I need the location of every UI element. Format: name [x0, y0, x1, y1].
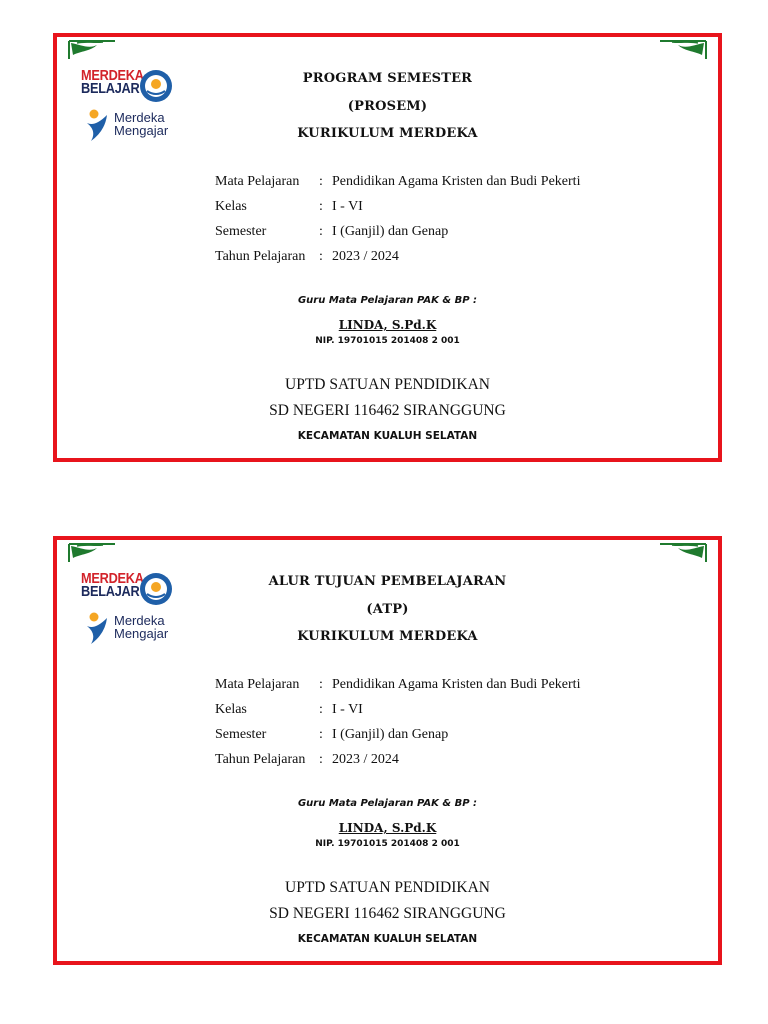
teacher-nip: NIP. 19701015 201408 2 001: [315, 839, 460, 849]
corner-ornament-icon: [658, 542, 708, 564]
info-value: Pendidikan Agama Kristen dan Budi Pekerti: [332, 174, 581, 189]
school-unit: UPTD SATUAN PENDIDIKAN: [285, 879, 490, 896]
info-value: I - VI: [332, 199, 363, 214]
logo-text-merdeka-mengajar-1: Merdeka: [114, 613, 165, 628]
school-unit: UPTD SATUAN PENDIDIKAN: [285, 376, 490, 393]
teacher-name: LINDA, S.Pd.K: [338, 821, 437, 835]
document-title: PROGRAM SEMESTER: [302, 71, 473, 86]
cover-card-atp: [53, 536, 722, 965]
teacher-name: LINDA, S.Pd.K: [338, 318, 437, 332]
school-district: KECAMATAN KUALUH SELATAN: [297, 933, 478, 945]
info-value: I - VI: [332, 702, 363, 717]
info-colon: :: [319, 677, 323, 692]
info-colon: :: [319, 249, 323, 264]
info-colon: :: [319, 727, 323, 742]
teacher-nip: NIP. 19701015 201408 2 001: [315, 336, 460, 346]
corner-ornament-icon: [658, 39, 708, 61]
info-colon: :: [319, 752, 323, 767]
info-colon: :: [319, 224, 323, 239]
teacher-role-label: Guru Mata Pelajaran PAK & BP :: [297, 295, 478, 306]
document-title: ALUR TUJUAN PEMBELAJARAN: [268, 574, 507, 589]
school-district: KECAMATAN KUALUH SELATAN: [297, 430, 478, 442]
logo-text-merdeka: MERDEKA: [81, 570, 144, 587]
school-name: SD NEGERI 116462 SIRANGGUNG: [269, 402, 506, 419]
logo-text-merdeka-mengajar-2: Mengajar: [114, 123, 169, 138]
curriculum-title: KURIKULUM MERDEKA: [297, 629, 478, 644]
corner-ornament-icon: [67, 542, 117, 564]
corner-ornament-icon: [67, 39, 117, 61]
info-label: Semester: [215, 727, 267, 742]
info-label: Kelas: [215, 702, 247, 717]
info-value: Pendidikan Agama Kristen dan Budi Pekerti: [332, 677, 581, 692]
document-abbreviation: (ATP): [366, 602, 409, 617]
info-value: I (Ganjil) dan Genap: [332, 727, 449, 742]
info-label: Tahun Pelajaran: [215, 752, 306, 767]
info-value: 2023 / 2024: [332, 249, 399, 264]
info-label: Tahun Pelajaran: [215, 249, 306, 264]
info-value: 2023 / 2024: [332, 752, 399, 767]
info-colon: :: [319, 702, 323, 717]
info-value: I (Ganjil) dan Genap: [332, 224, 449, 239]
logo-text-merdeka: MERDEKA: [81, 67, 144, 84]
info-colon: :: [319, 174, 323, 189]
teacher-role-label: Guru Mata Pelajaran PAK & BP :: [297, 798, 478, 809]
cover-card-prosem: [53, 33, 722, 462]
info-colon: :: [319, 199, 323, 214]
logo-text-belajar: BELAJAR: [81, 583, 140, 600]
logo-text-belajar: BELAJAR: [81, 80, 140, 97]
document-abbreviation: (PROSEM): [347, 99, 428, 114]
info-label: Kelas: [215, 199, 247, 214]
logo-text-merdeka-mengajar-2: Mengajar: [114, 626, 169, 641]
school-name: SD NEGERI 116462 SIRANGGUNG: [269, 905, 506, 922]
info-label: Semester: [215, 224, 267, 239]
info-label: Mata Pelajaran: [215, 174, 300, 189]
curriculum-title: KURIKULUM MERDEKA: [297, 126, 478, 141]
logo-text-merdeka-mengajar-1: Merdeka: [114, 110, 165, 125]
info-label: Mata Pelajaran: [215, 677, 300, 692]
